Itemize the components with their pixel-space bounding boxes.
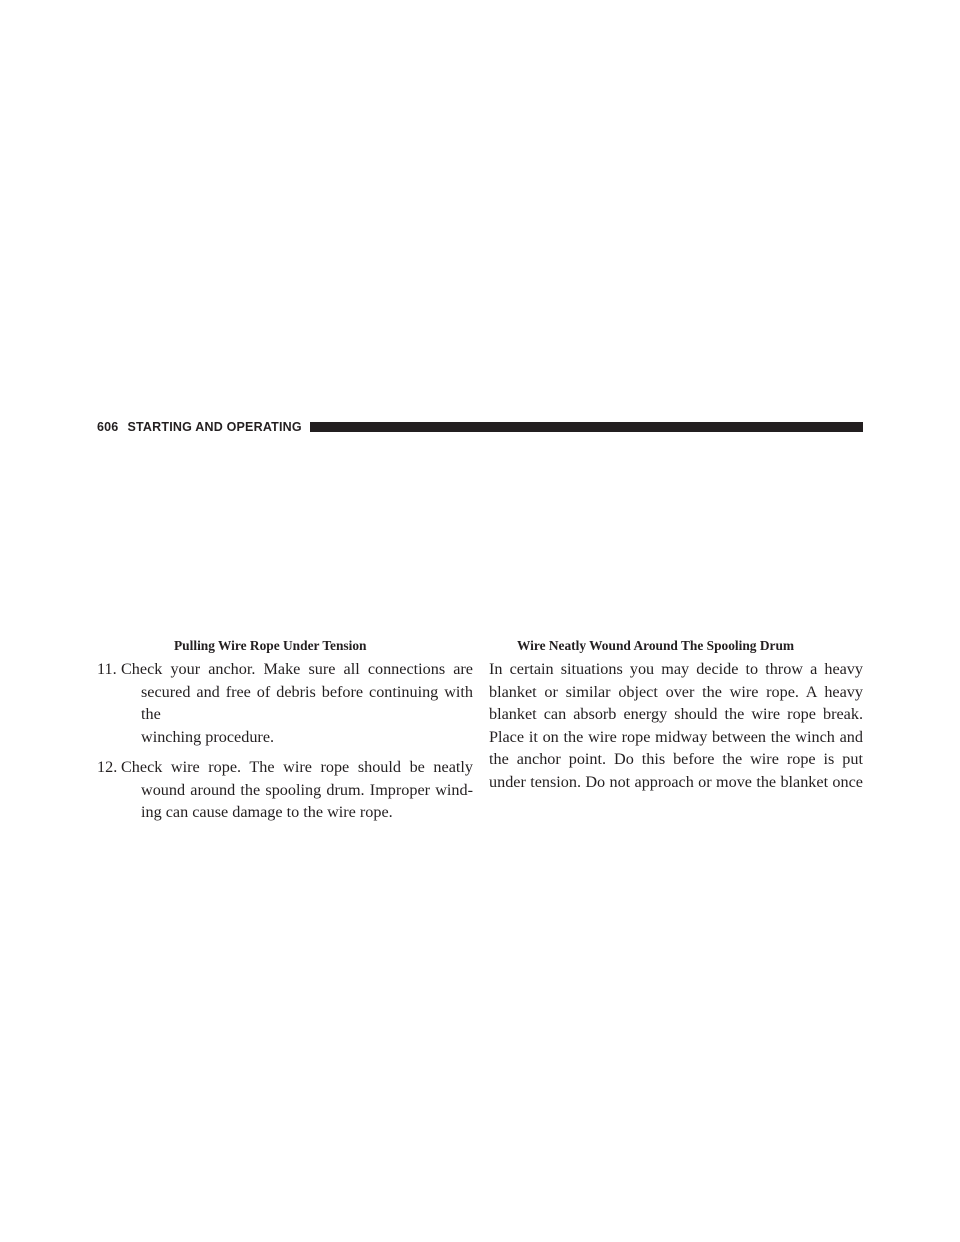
step-line: Check wire rope. The wire rope should be neatly [121, 758, 473, 776]
header-rule [310, 422, 863, 432]
step-line: wound around the spooling drum. Improper wind- [141, 780, 473, 799]
paragraph-line: In certain situations you may decide to throw a heavy [489, 660, 863, 678]
step-line: ing can cause damage to the wire rope. [141, 803, 393, 821]
step-line: Check your anchor. Make sure all connections are [121, 660, 473, 678]
step-text [121, 658, 473, 748]
right-column [489, 658, 863, 793]
paragraph-line: blanket or similar object over the wire rope. A heavy [489, 682, 863, 701]
paragraph-line: blanket can absorb energy should the wire rope break. [489, 705, 863, 723]
paragraph-line: Place it on the wire rope midway between the winch and [489, 727, 863, 746]
paragraph-line: the anchor point. Do this before the wire rope is put [489, 750, 863, 768]
section-title: STARTING AND OPERATING [127, 420, 302, 434]
figure-caption-right: Wire Neatly Wound Around The Spooling Drum [517, 638, 795, 653]
paragraph-line: under tension. Do not approach or move the blanket once [489, 772, 863, 791]
list-item [97, 756, 473, 824]
step-line: secured and free of debris before continuing with the [141, 682, 473, 723]
step-text [121, 756, 473, 824]
list-item [97, 658, 473, 748]
figure-caption-left: Pulling Wire Rope Under Tension [174, 638, 367, 653]
step-line: winching procedure. [141, 727, 275, 746]
step-number: 12. [97, 758, 118, 776]
body-paragraph [489, 658, 863, 793]
left-column [97, 658, 473, 824]
step-number: 11. [97, 660, 117, 678]
page-header [97, 419, 863, 435]
page-number: 606 [97, 420, 119, 434]
